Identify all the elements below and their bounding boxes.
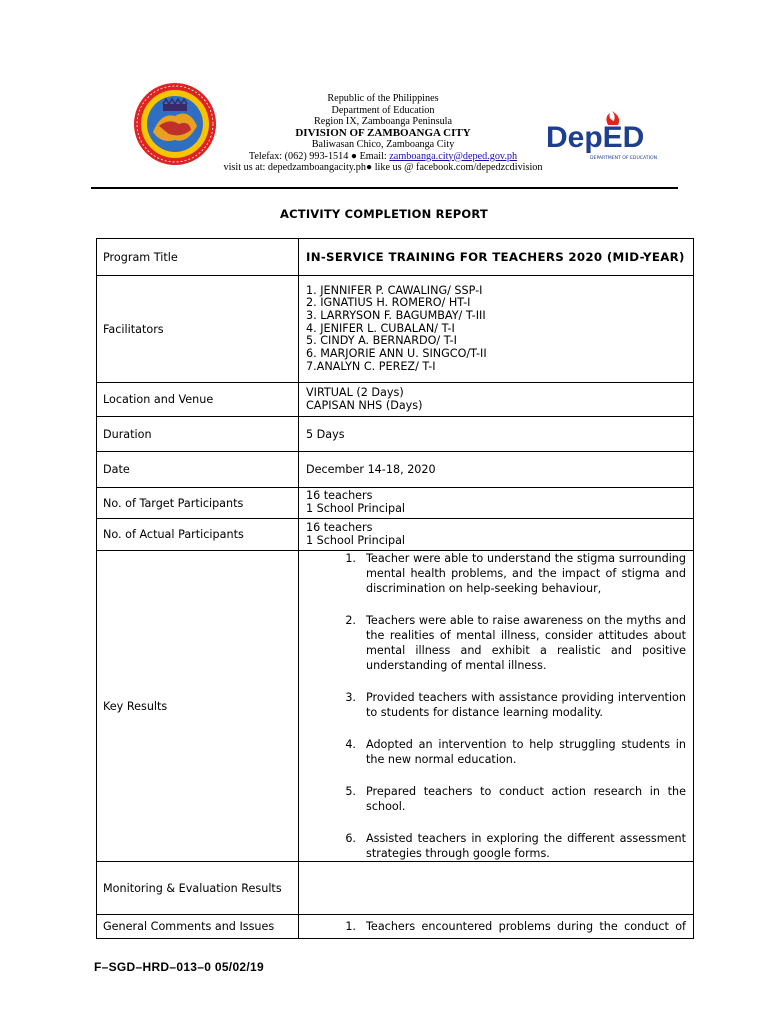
duration-label: Duration [97, 417, 299, 452]
comments-list [306, 919, 686, 934]
facilitator-item: 1. JENNIFER P. CAWALING/ SSP-I [306, 283, 483, 297]
location-item: CAPISAN NHS (Days) [306, 398, 423, 412]
row-monitoring [97, 862, 694, 915]
key-results-list [306, 551, 686, 861]
deped-logo [546, 111, 658, 163]
target-participants-item: 1 School Principal [306, 502, 406, 515]
comment-text: Teachers encountered problems during the conduct of [366, 920, 686, 933]
facilitators-label: Facilitators [97, 276, 299, 383]
program-title-label: Program Title [97, 239, 299, 276]
target-participants-value [299, 488, 694, 519]
key-result-text: Assisted teachers in exploring the different assessment strategies through google forms. [366, 832, 686, 860]
row-comments [97, 915, 694, 939]
date-label: Date [97, 452, 299, 488]
location-value [299, 383, 694, 417]
target-participants-item: 16 teachers [306, 489, 373, 503]
letterhead-line-address: Baliwasan Chico, Zamboanga City [311, 139, 455, 150]
form-code: F–SGD–HRD–013–0 05/02/19 [94, 960, 264, 974]
comment-item [306, 919, 686, 934]
facilitator-item: 7.ANALYN C. PEREZ/ T-I [306, 359, 436, 373]
monitoring-label: Monitoring & Evaluation Results [97, 862, 299, 915]
key-result-number: 4. [345, 738, 356, 751]
letterhead-line-department: Department of Education [331, 104, 435, 116]
key-result-item [306, 551, 686, 596]
row-actual-participants [97, 519, 694, 551]
date-value: December 14-18, 2020 [299, 452, 694, 488]
key-result-text: Adopted an intervention to help struggling students in the new normal education. [366, 738, 686, 766]
key-result-item [306, 613, 686, 673]
row-target-participants [97, 488, 694, 519]
row-location [97, 383, 694, 417]
actual-participants-item: 1 School Principal [306, 533, 406, 547]
facilitator-item: 6. MARJORIE ANN U. SINGCO/T-II [306, 347, 487, 361]
letterhead-line-web: visit us at: depedzamboangacity.ph● like us @ facebook.com/depedzcdivision [223, 162, 543, 173]
key-result-text: Prepared teachers to conduct action research in the school. [366, 785, 686, 813]
row-facilitators [97, 276, 694, 383]
letterhead [200, 93, 566, 174]
key-result-number: 1. [345, 552, 356, 565]
deped-logo-subtext: DEPARTMENT OF EDUCATION [590, 156, 658, 161]
key-result-item [306, 831, 686, 861]
facilitator-item: 2. IGNATIUS H. ROMERO/ HT-I [306, 296, 471, 310]
facilitators-value [299, 276, 694, 383]
key-results-label: Key Results [97, 551, 299, 862]
location-label: Location and Venue [97, 383, 299, 417]
email-link[interactable]: zamboanga.city@deped.gov.ph [389, 150, 518, 162]
row-date [97, 452, 694, 488]
key-result-text: Teachers were able to raise awareness on the myths and the realities of mental illness, consider attitudes about mental illness and exhibit a realistic and positive understanding of mental illness. [366, 614, 686, 672]
report-table [96, 238, 694, 939]
key-result-number: 6. [345, 832, 356, 845]
actual-participants-label: No. of Actual Participants [97, 519, 299, 551]
letterhead-line-contact [200, 151, 566, 163]
duration-value: 5 Days [299, 417, 694, 452]
row-key-results [97, 551, 694, 862]
key-result-number: 3. [345, 691, 356, 704]
header-divider [91, 187, 678, 189]
actual-participants-value [299, 519, 694, 551]
comment-number: 1. [345, 920, 356, 933]
key-result-item [306, 737, 686, 767]
program-title-value: IN-SERVICE TRAINING FOR TEACHERS 2020 (MID-YEAR) [299, 239, 694, 276]
key-result-item [306, 690, 686, 720]
deped-logo-text: DepED [546, 121, 645, 154]
key-result-item [306, 784, 686, 814]
letterhead-line-region: Region IX, Zamboanga Peninsula [313, 116, 453, 127]
key-results-value [299, 551, 694, 862]
letterhead-line-republic: Republic of the Philippines [327, 93, 439, 104]
key-result-number: 2. [345, 614, 356, 627]
comments-value [299, 915, 694, 939]
target-participants-label: No. of Target Participants [97, 488, 299, 519]
facilitator-item: 4. JENIFER L. CUBALAN/ T-I [306, 321, 455, 335]
location-item: VIRTUAL (2 Days) [306, 385, 404, 399]
facilitator-item: 5. CINDY A. BERNARDO/ T-I [306, 334, 457, 348]
actual-participants-item: 16 teachers [306, 520, 373, 534]
facilitator-item: 3. LARRYSON F. BAGUMBAY/ T-III [306, 308, 486, 322]
telefax-text: Telefax: (062) 993-1514 ● Email: [248, 150, 390, 162]
row-duration [97, 417, 694, 452]
letterhead-line-division: DIVISION OF ZAMBOANGA CITY [295, 126, 471, 139]
report-title: ACTIVITY COMPLETION REPORT [280, 207, 488, 221]
monitoring-value [299, 862, 694, 915]
comments-label: General Comments and Issues [97, 915, 299, 939]
row-program-title [97, 239, 694, 276]
key-result-text: Provided teachers with assistance providing intervention to students for distance learning modality. [366, 691, 686, 719]
key-result-text: Teacher were able to understand the stigma surrounding mental health problems, and the impact of stigma and discrimination on help-seeking behaviour, [366, 552, 686, 595]
key-result-number: 5. [345, 785, 356, 798]
